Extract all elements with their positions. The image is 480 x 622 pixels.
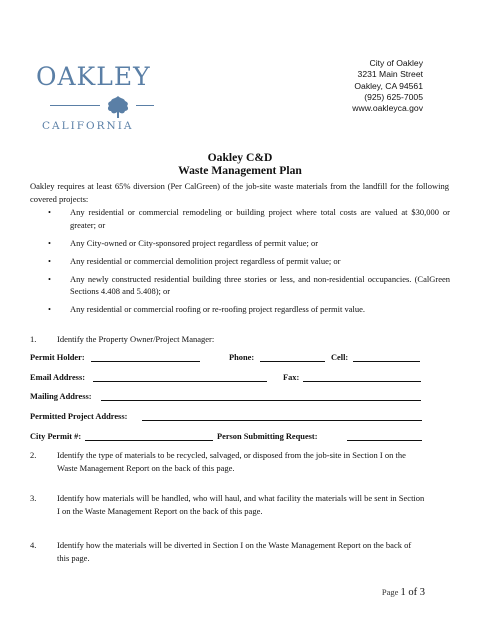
document-subtitle: Waste Management Plan [178, 164, 302, 177]
email-label: Email Address: [30, 373, 85, 382]
cell-label: Cell: [331, 353, 349, 362]
step-4 [30, 539, 449, 564]
fax-label: Fax: [283, 373, 300, 382]
website-link[interactable]: www.oakleyca.gov [352, 103, 423, 114]
list-item: • Any residential or commercial remodeling or building project where total costs are valued at $30,000 or greater; or [70, 206, 450, 231]
step-text: Identify how the materials will be diverted in Section I on the Waste Management Report on the back of this page. [57, 540, 412, 563]
step-number: 3. [30, 493, 37, 503]
email-field[interactable] [93, 372, 267, 386]
city-permit-label: City Permit #: [30, 432, 82, 441]
cell-field[interactable] [353, 352, 420, 366]
step-2 [30, 449, 449, 474]
logo-rule-right [136, 105, 154, 106]
page-number [382, 587, 425, 598]
phone-label: Phone: [229, 353, 255, 362]
page-label: Page [381, 587, 399, 597]
page-count: 1 of 3 [400, 587, 425, 598]
logo-rule-left [50, 105, 100, 106]
intro-paragraph: Oakley requires at least 65% diversion (Per CalGreen) of the job-site waste materials from the landfill for the following covered projects: [30, 181, 449, 204]
step-3 [30, 492, 449, 517]
step-1 [30, 333, 449, 346]
fax-field[interactable] [303, 372, 421, 386]
covered-projects-list [70, 206, 450, 321]
address-line: City of Oakley [369, 58, 423, 68]
step-text: Identify the Property Owner/Project Manager: [57, 334, 215, 344]
city-logo [32, 62, 154, 134]
step-text: Identify how materials will be handled, who will haul, and what facility the materials will be sent in Section I on the Waste Management Report on the back of this page. [57, 493, 425, 516]
step-number: 2. [30, 450, 37, 460]
city-permit-field[interactable] [85, 431, 213, 445]
step-text: Identify the type of materials to be recycled, salvaged, or disposed from the job-site in Section I on the Waste Management Report on the back of this page. [57, 450, 406, 473]
project-address-field[interactable] [142, 411, 422, 425]
list-item: • Any residential or commercial roofing or re-roofing project regardless of permit value. [70, 303, 450, 316]
project-address-label: Permitted Project Address: [30, 412, 128, 421]
address-line: Oakley, CA 94561 [354, 80, 423, 91]
list-item: • Any newly constructed residential building three stories or less, and non-residential occupancies. (CalGreen Sections 4.408 and 5.408); or [70, 273, 450, 298]
person-submitting-field[interactable] [347, 431, 422, 445]
person-submitting-label: Person Submitting Request: [217, 432, 318, 441]
phone-field[interactable] [260, 352, 325, 366]
step-number: 4. [30, 540, 37, 550]
city-address-block [352, 58, 423, 114]
mailing-address-field[interactable] [101, 391, 421, 405]
address-line: (925) 625-7005 [364, 91, 423, 102]
address-line: 3231 Main Street [357, 69, 423, 80]
logo-wordmark: OAKLEY [36, 62, 151, 91]
permit-holder-label: Permit Holder: [30, 353, 85, 362]
document-title: Oakley C&D [207, 151, 273, 164]
list-item: • Any City-owned or City-sponsored project regardless of permit value; or [70, 237, 450, 250]
oak-leaf-icon [104, 94, 132, 120]
mailing-address-label: Mailing Address: [30, 392, 92, 401]
permit-holder-field[interactable] [91, 352, 200, 366]
list-item: • Any residential or commercial demolition project regardless of permit value; or [70, 255, 450, 268]
logo-subtitle: CALIFORNIA [42, 120, 134, 132]
step-number: 1. [30, 334, 37, 344]
